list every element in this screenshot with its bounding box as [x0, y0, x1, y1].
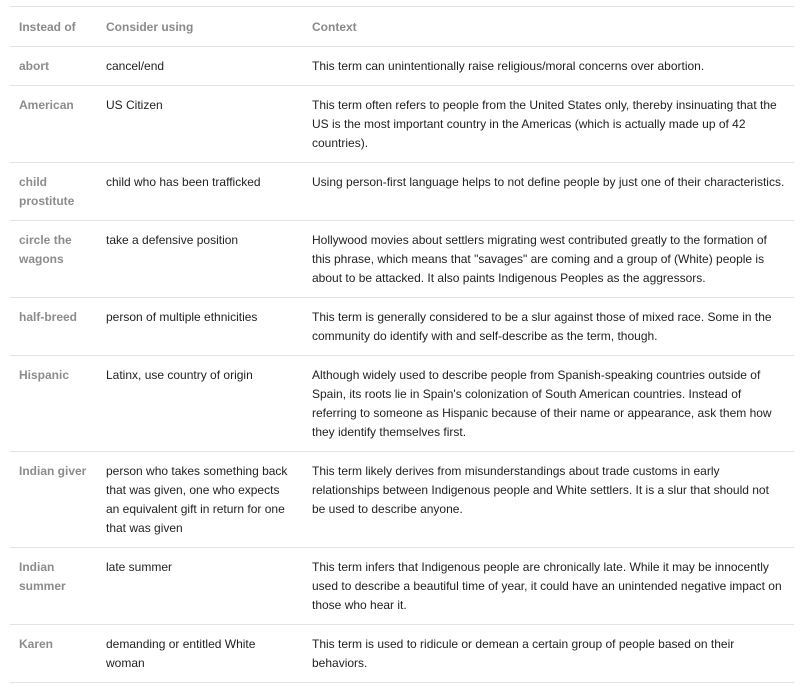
- term-cell: Karen: [10, 625, 97, 683]
- table-body: [10, 47, 794, 683]
- term-cell: Indian summer: [10, 548, 97, 625]
- alternative-cell: demanding or entitled White woman: [97, 625, 303, 683]
- alternative-cell: cancel/end: [97, 47, 303, 86]
- table-row: [10, 221, 794, 298]
- alternative-cell: person of multiple ethnicities: [97, 298, 303, 356]
- context-cell: Although widely used to describe people from Spanish-speaking countries outside of Spain, its roots lie in Spain's colonization of South American countries. Instead of referring to someone as Hispanic because of their name or appearance, ask them how they identify themselves first.: [303, 356, 794, 452]
- table-row: [10, 548, 794, 625]
- term-cell: half-breed: [10, 298, 97, 356]
- table-row: [10, 47, 794, 86]
- context-cell: This term is generally considered to be a slur against those of mixed race. Some in the community do identify with and self-describe as the term, though.: [303, 298, 794, 356]
- term-cell: child prostitute: [10, 163, 97, 221]
- alternative-cell: child who has been trafficked: [97, 163, 303, 221]
- alternative-cell: US Citizen: [97, 86, 303, 163]
- term-cell: abort: [10, 47, 97, 86]
- table-row: [10, 625, 794, 683]
- term-cell: American: [10, 86, 97, 163]
- alternative-cell: Latinx, use country of origin: [97, 356, 303, 452]
- header-consider-using: Consider using: [97, 7, 303, 47]
- table-header: [10, 7, 794, 47]
- context-cell: This term often refers to people from the United States only, thereby insinuating that the US is the most important country in the Americas (which is actually made up of 42 countries).: [303, 86, 794, 163]
- alternative-cell: person who takes something back that was given, one who expects an equivalent gift in return for one that was given: [97, 452, 303, 548]
- context-cell: This term likely derives from misunderstandings about trade customs in early relationships between Indigenous people and White settlers. It is a slur that should not be used to describe anyone.: [303, 452, 794, 548]
- context-cell: This term is used to ridicule or demean a certain group of people based on their behaviors.: [303, 625, 794, 683]
- table-row: [10, 86, 794, 163]
- alternative-cell: take a defensive position: [97, 221, 303, 298]
- context-cell: This term infers that Indigenous people are chronically late. While it may be innocently used to describe a beautiful time of year, it could have an unintended negative impact on those who hear it.: [303, 548, 794, 625]
- table-row: [10, 452, 794, 548]
- context-cell: This term can unintentionally raise religious/moral concerns over abortion.: [303, 47, 794, 86]
- context-cell: Hollywood movies about settlers migrating west contributed greatly to the formation of this phrase, which means that "savages" are coming and a group of (White) people is about to be attacked. It also paints Indigenous Peoples as the aggressors.: [303, 221, 794, 298]
- header-row: [10, 7, 794, 47]
- term-cell: circle the wagons: [10, 221, 97, 298]
- header-context: Context: [303, 7, 794, 47]
- table-row: [10, 298, 794, 356]
- alternative-cell: late summer: [97, 548, 303, 625]
- terms-table: [10, 6, 794, 683]
- context-cell: Using person-first language helps to not define people by just one of their characteristics.: [303, 163, 794, 221]
- table-row: [10, 356, 794, 452]
- term-cell: Hispanic: [10, 356, 97, 452]
- header-instead-of: Instead of: [10, 7, 97, 47]
- table-row: [10, 163, 794, 221]
- term-cell: Indian giver: [10, 452, 97, 548]
